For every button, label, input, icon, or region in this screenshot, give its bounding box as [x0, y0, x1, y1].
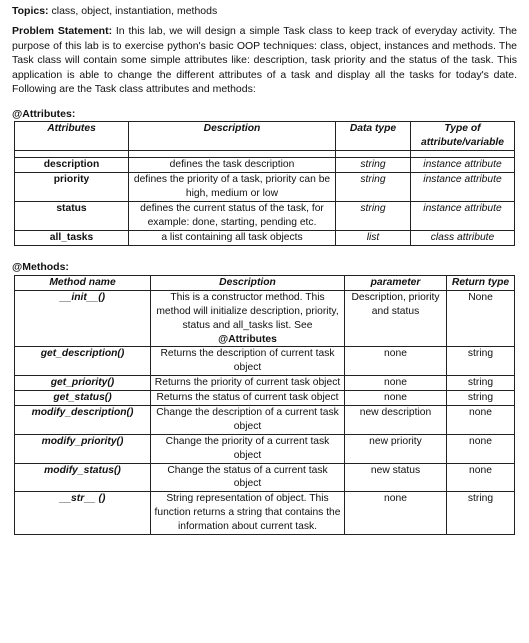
- attribute-name: status: [15, 201, 129, 230]
- table-row: [15, 290, 515, 347]
- method-parameter: none: [345, 391, 447, 406]
- attribute-type: string: [336, 201, 411, 230]
- method-description: String representation of object. This function returns a string that contains the information about current task.: [151, 492, 345, 535]
- attribute-kind: instance attribute: [411, 201, 515, 230]
- method-parameter: new status: [345, 463, 447, 492]
- method-parameter: new priority: [345, 434, 447, 463]
- method-return: none: [447, 434, 515, 463]
- table-row: [15, 376, 515, 391]
- method-description: Change the priority of a current task object: [151, 434, 345, 463]
- methods-header-name: Method name: [15, 276, 151, 291]
- attribute-name: all_tasks: [15, 230, 129, 245]
- table-row: [15, 173, 515, 202]
- method-return: none: [447, 463, 515, 492]
- attributes-spacer-row: [15, 151, 515, 158]
- method-return: string: [447, 347, 515, 376]
- topics-label: Topics:: [12, 5, 49, 17]
- method-parameter: none: [345, 347, 447, 376]
- method-name: get_status(): [15, 391, 151, 406]
- table-row: [15, 434, 515, 463]
- method-name: __str__ (): [15, 492, 151, 535]
- methods-title: @Methods:: [12, 260, 69, 273]
- methods-header-description: Description: [151, 276, 345, 291]
- method-name: __init__(): [15, 290, 151, 347]
- attribute-description: defines the priority of a task, priority can be high, medium or low: [129, 173, 336, 202]
- methods-header-return: Return type: [447, 276, 515, 291]
- method-description: [151, 290, 345, 347]
- problem-label: Problem Statement:: [12, 25, 113, 38]
- attribute-type: list: [336, 230, 411, 245]
- attributes-title: @Attributes:: [12, 107, 76, 120]
- methods-table: [14, 275, 515, 535]
- attribute-type: string: [336, 173, 411, 202]
- method-return: string: [447, 376, 515, 391]
- method-description: Change the description of a current task object: [151, 406, 345, 435]
- method-parameter: none: [345, 492, 447, 535]
- attributes-header-name: Attributes: [15, 122, 129, 151]
- table-row: [15, 230, 515, 245]
- method-return: string: [447, 492, 515, 535]
- method-name: modify_priority(): [15, 434, 151, 463]
- problem-text: In this lab, we will design a simple Task class to keep track of everyday activity. The purpose of this lab is to exercise python's basic OOP techniques: class, object, instances and methods. The Task class will contain some simple attributes like: description, task priority and the status of the task. This application is able to change the different attributes of a task and display all the tasks for today's date. Following are the Task class attributes and methods:: [12, 25, 517, 96]
- method-description: Returns the priority of current task object: [151, 376, 345, 391]
- method-description: Change the status of a current task object: [151, 463, 345, 492]
- attribute-description: a list containing all task objects: [129, 230, 336, 245]
- method-return: None: [447, 290, 515, 347]
- methods-header-parameter: parameter: [345, 276, 447, 291]
- table-row: [15, 158, 515, 173]
- topics-line: [12, 4, 517, 18]
- table-row: [15, 201, 515, 230]
- method-description: Returns the description of current task object: [151, 347, 345, 376]
- method-name: modify_status(): [15, 463, 151, 492]
- table-row: [15, 347, 515, 376]
- table-row: [15, 492, 515, 535]
- attribute-kind: instance attribute: [411, 173, 515, 202]
- attributes-header-kind: Type of attribute/variable: [411, 122, 515, 151]
- attribute-kind: class attribute: [411, 230, 515, 245]
- table-row: [15, 406, 515, 435]
- table-row: [15, 463, 515, 492]
- attribute-name: priority: [15, 173, 129, 202]
- method-parameter: none: [345, 376, 447, 391]
- method-description: Returns the status of current task object: [151, 391, 345, 406]
- method-parameter: new description: [345, 406, 447, 435]
- attribute-description: defines the current status of the task, for example: done, starting, pending etc.: [129, 201, 336, 230]
- attribute-type: string: [336, 158, 411, 173]
- problem-statement: [12, 24, 517, 96]
- methods-header-row: [15, 276, 515, 291]
- attribute-kind: instance attribute: [411, 158, 515, 173]
- attribute-name: description: [15, 158, 129, 173]
- attribute-description: defines the task description: [129, 158, 336, 173]
- attributes-table: [14, 121, 515, 245]
- attributes-header-row: [15, 122, 515, 151]
- method-name: modify_description(): [15, 406, 151, 435]
- table-row: [15, 391, 515, 406]
- method-return: none: [447, 406, 515, 435]
- method-description-text: This is a constructor method. This method will initialize description, priority, status and all_tasks list. See: [156, 291, 339, 331]
- method-name: get_description(): [15, 347, 151, 376]
- topics-text: class, object, instantiation, methods: [48, 5, 218, 17]
- method-description-bold: @Attributes: [218, 333, 277, 345]
- method-name: get_priority(): [15, 376, 151, 391]
- attributes-header-description: Description: [129, 122, 336, 151]
- method-return: string: [447, 391, 515, 406]
- method-parameter: Description, priority and status: [345, 290, 447, 347]
- attributes-header-type: Data type: [336, 122, 411, 151]
